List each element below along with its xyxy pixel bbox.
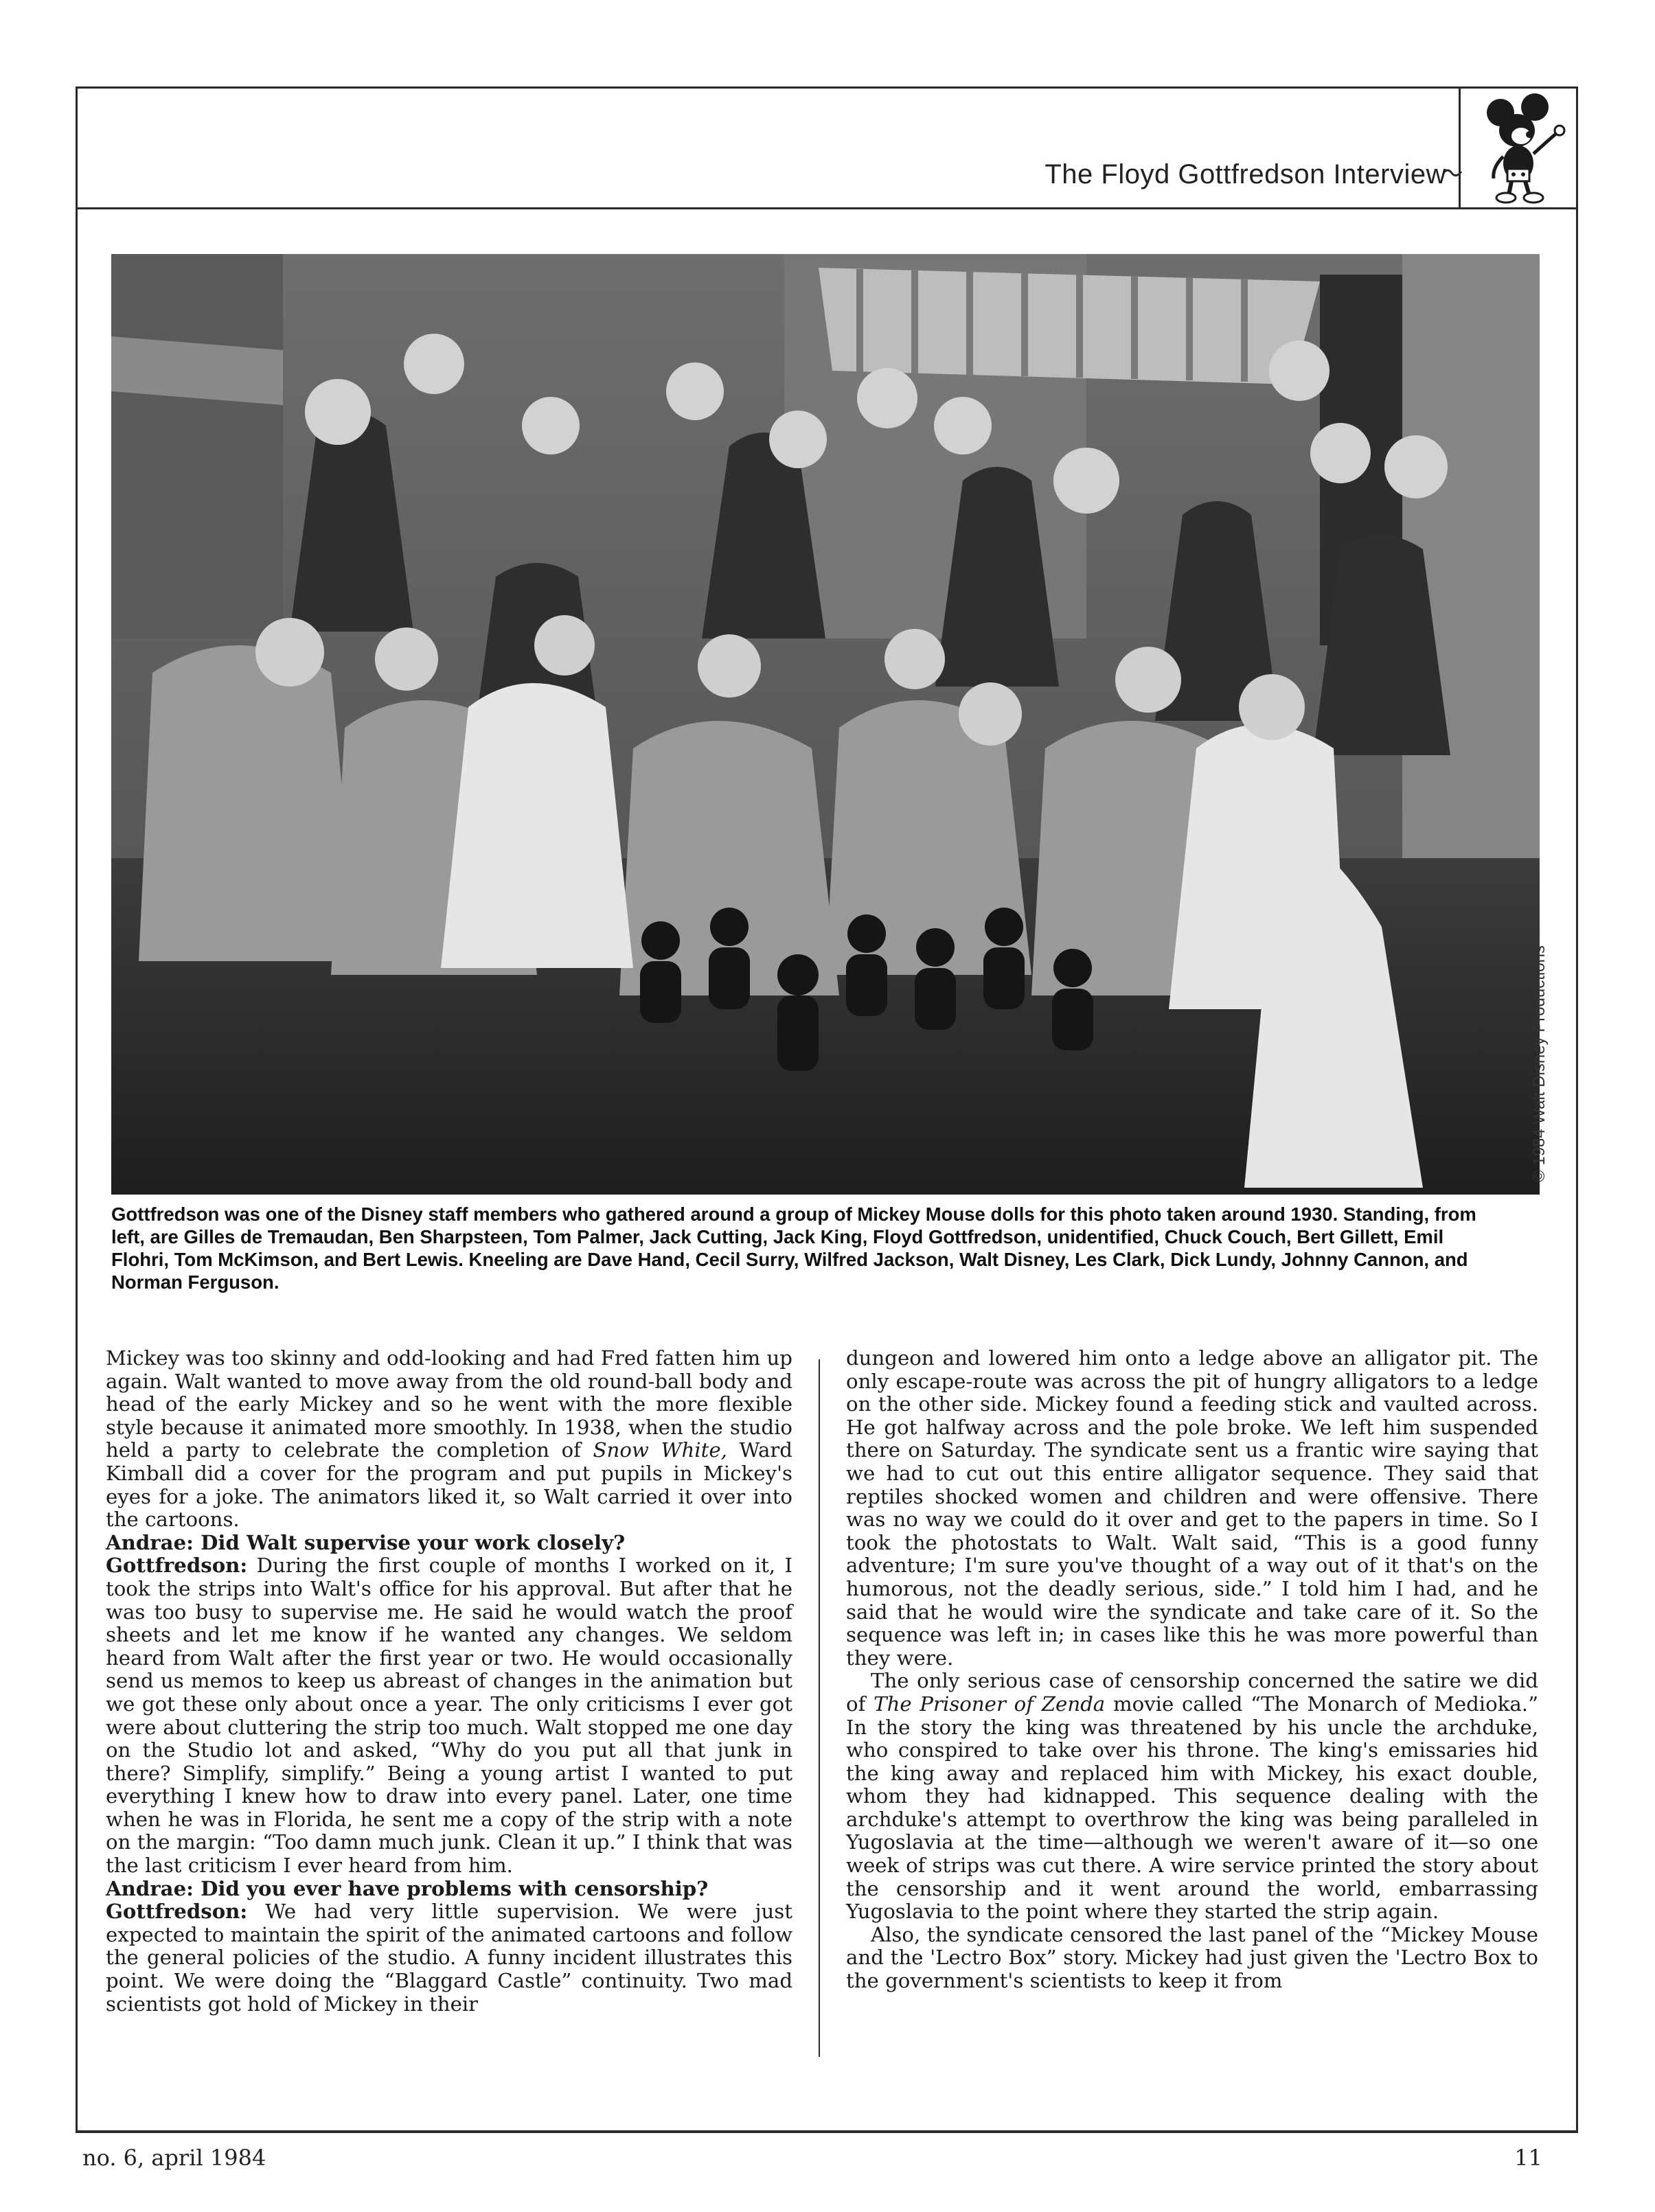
article-column-left: [106, 1347, 792, 2016]
speaker-label: Gottfredson:: [106, 1554, 248, 1578]
paragraph: The only serious case of censorship concerned the satire we did of The Prisoner of Zenda movie called “The Monarch of Medioka.” In the story the king was threatened by his uncle the archduke, who conspired to take over his throne. The king's emissaries hid the king away and replaced him with Mickey, his exact double, whom they had kidnapped. This sequence dealing with the archduke's attempt to overthrow the king was being paralleled in Yugoslavia at the time—although we weren't aware of it—so one week of strips was cut there. A wire service printed the story about the censorship and it went around the world, embarrassing Yugoslavia to the point where they started the strip again.: [846, 1669, 1538, 1924]
interview-answer: Gottfredson: During the first couple of months I worked on it, I took the strips into Walt's office for his approval. But after that he was too busy to supervise me. He said he would watch the proof sheets and let me know if he wanted any changes. We seldom heard from Walt after the first year or two. He would occasionally send us memos to keep us abreast of changes in the animation but we got these only about once a year. The only criticisms I ever got were about cluttering the strip too much. Walt stopped me one day on the Studio lot and asked, “Why do you put all that junk in there? Simplify, simplify.” Being a young artist I wanted to put everything I knew how to draw into every panel. Later, one time when he was in Florida, he sent me a copy of the strip with a note on the margin: “Too damn much junk. Clean it up.” I think that was the last criticism I ever heard from him.: [106, 1554, 792, 1878]
group-photo: [111, 254, 1540, 1195]
article-column-right: [846, 1347, 1538, 1993]
header-rule: [76, 207, 1578, 209]
paragraph: dungeon and lowered him onto a ledge above an alligator pit. The only escape-route was across the pit of hungry alligators to a ledge on the other side. Mickey found a feeding stick and vaulted across. He got halfway across and the pole broke. We left him suspended there on Saturday. The syndicate sent us a frantic wire saying that we had to cut out this entire alligator sequence. They said that reptiles shocked women and children and were offensive. There was no way we could do it over and get to the papers in time. So I took the photostats to Walt. Walt said, “This is a good funny adventure; I'm sure you've thought of a way out of it that's on the humorous, not the deadly serious, side.” I told him I had, and he said that he would wire the syndicate and take care of it. So the sequence was left in; in cases like this he was more powerful than they were.: [846, 1346, 1538, 1670]
group-photo-icon: [111, 254, 1540, 1195]
running-header-title: The Floyd Gottfredson Interview: [1045, 159, 1446, 189]
paragraph: Mickey was too skinny and odd-looking and had Fred fatten him up again. Walt wanted to move away from the old round-ball body and head of the early Mickey and so he went with the more flexible style because it animated more smoothly. In 1938, when the studio held a party to celebrate the completion of Snow White, Ward Kimball did a cover for the program and put pupils in Mickey's eyes for a joke. The animators liked it, so Walt carried it over into the cartoons.: [106, 1346, 792, 1532]
issue-label: no. 6, april 1984: [82, 2145, 266, 2171]
page-number: 11: [1514, 2145, 1542, 2171]
photo-copyright: © 1984 Walt Disney Productions: [1530, 945, 1549, 1182]
interview-question: Andrae: Did you ever have problems with censorship?: [106, 1876, 709, 1900]
speaker-label: Gottfredson:: [106, 1900, 248, 1924]
logo-box: [1459, 87, 1578, 209]
interview-answer: Gottfredson: We had very little supervision. We were just expected to maintain the spirit of the animated cartoons and follow the general policies of the studio. A funny incident illustrates this point. We were doing the “Blaggard Castle” continuity. Two mad scientists got hold of Mickey in their: [106, 1900, 792, 2016]
column-divider: [819, 1359, 820, 2057]
mickey-mouse-icon: [1473, 92, 1569, 205]
interview-question: Andrae: Did Walt supervise your work closely?: [106, 1530, 626, 1554]
paragraph: Also, the syndicate censored the last panel of the “Mickey Mouse and the 'Lectro Box” story. Mickey had just given the 'Lectro Box to the government's scientists to keep it from: [846, 1922, 1538, 1993]
photo-caption: Gottfredson was one of the Disney staff members who gathered around a group of Mickey Mouse dolls for this photo taken around 1930. Standing, from left, are Gilles de Tremaudan, Ben Sharpsteen, Tom Palmer, Jack Cutting, Jack King, Floyd Gottfredson, unidentified, Chuck Couch, Bert Gillett, Emil Flohri, Tom McKimson, and Bert Lewis. Kneeling are Dave Hand, Cecil Surry, Wilfred Jackson, Walt Disney, Les Clark, Dick Lundy, Johnny Cannon, and Norman Ferguson.: [111, 1203, 1476, 1293]
footer-rule: [76, 2131, 1578, 2133]
